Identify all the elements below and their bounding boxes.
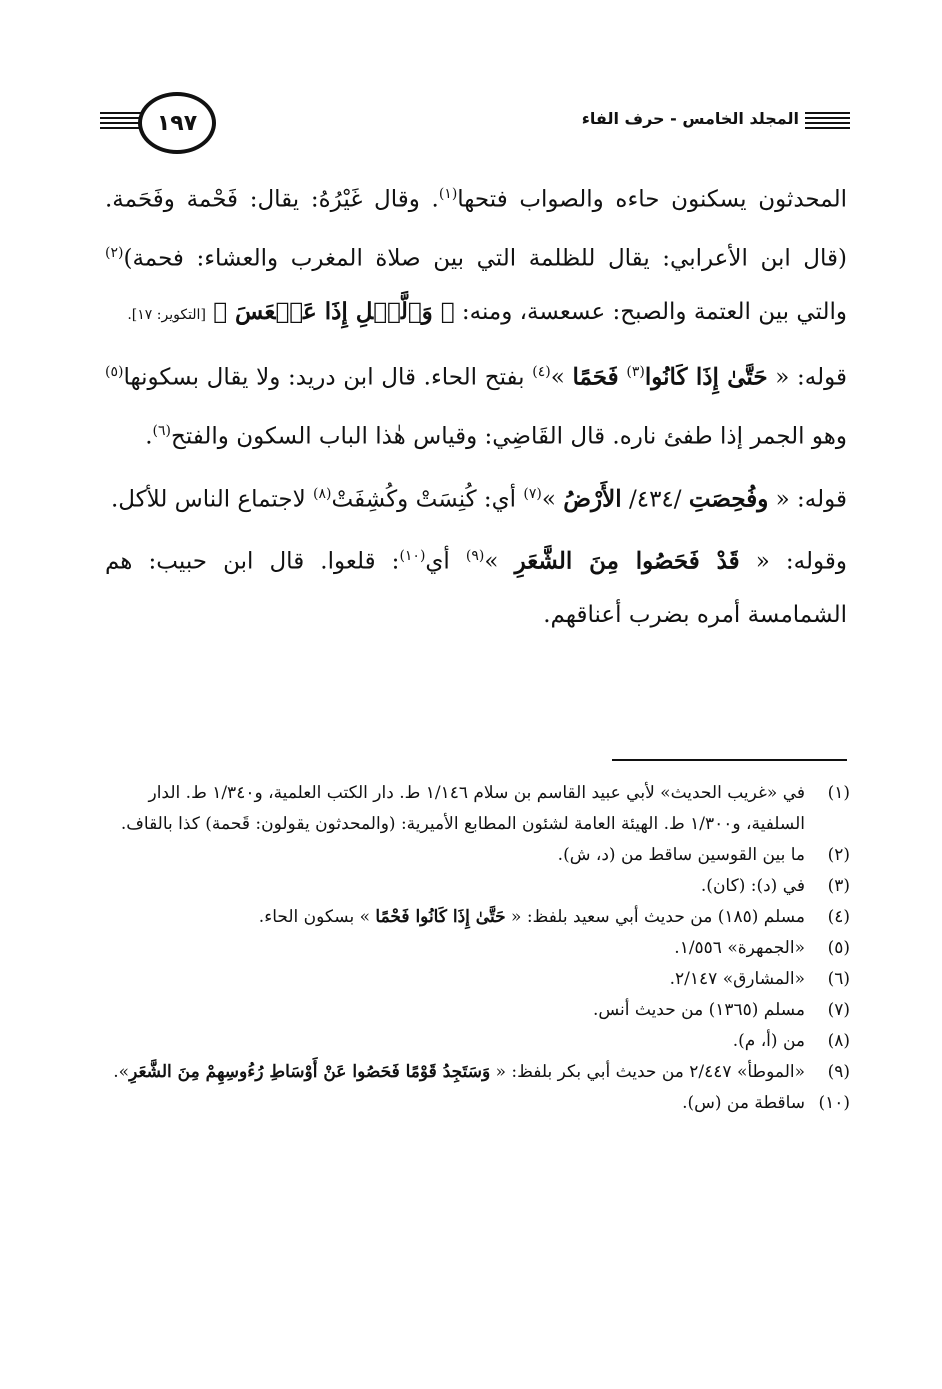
text-run: . وقال غَيْرُهُ: يقال: فَحْمة وفَحَمة. (قال ابن الأعرابي: يقال للظلمة التي بين صلاة المغرب والعشاء: فحمة) — [105, 186, 847, 272]
footnote — [105, 964, 850, 995]
footnote-ref: (٧) — [523, 485, 542, 502]
text-run: بفتح الحاء. قال ابن دريد: ولا يقال بسكونها — [123, 364, 533, 391]
text-run: «الجمهرة» ١/٥٥٦. — [674, 938, 805, 958]
footnote-ref: (٨) — [313, 485, 332, 502]
text-run: أي — [425, 548, 466, 575]
text-run: أي: كُنِسَتْ وكُشِفَتْ — [331, 486, 524, 513]
footnote-ref: (٢) — [105, 244, 124, 261]
page-number: ١٩٧ — [138, 92, 216, 154]
main-text — [105, 168, 847, 642]
quoted-verse: الأَرْضُ — [563, 485, 622, 513]
running-title: المجلد الخامس - حرف الفاء — [576, 104, 805, 134]
footnote-text — [105, 871, 805, 902]
footnote-ref: (٥) — [105, 364, 124, 381]
footnote-text — [105, 1026, 805, 1057]
footnote-text — [105, 902, 805, 933]
footnote-text — [105, 964, 805, 995]
quoted-verse: فَحَمًا — [572, 363, 619, 391]
paragraph — [105, 168, 847, 342]
quoted-verse: حَتَّىٰ إِذَا كَانُوا فَحْمًا — [375, 907, 506, 927]
text-run: ». — [113, 1062, 130, 1082]
footnote — [105, 902, 850, 933]
footnote — [105, 1057, 850, 1088]
text-run: ما بين القوسين ساقط من (د، ش). — [557, 845, 805, 865]
footnote-number: (٨) — [827, 1031, 850, 1051]
footnote-ref: (٩) — [465, 548, 485, 565]
text-run: وقوله: « — [739, 548, 847, 575]
text-run: من (أ، م). — [732, 1031, 805, 1051]
text-run: والتي بين العتمة والصبح: عسعسة، ومنه: — [454, 299, 847, 326]
text-run: » — [541, 486, 564, 513]
quoted-verse: حَتَّىٰ إِذَا كَانُوا — [644, 363, 768, 391]
text-run: لاجتماع الناس للأكل. — [110, 486, 314, 513]
footnote-number: (٦) — [827, 969, 850, 989]
footnote — [105, 871, 850, 902]
footnote-number: (٧) — [827, 1000, 850, 1020]
footnote-text — [105, 933, 805, 964]
text-run: /٤٣٤/ — [621, 486, 689, 513]
footnote-number: (١) — [827, 783, 850, 803]
text-run: قوله: « — [768, 486, 847, 513]
text-run: » — [550, 364, 573, 391]
footnote-number: (٩) — [827, 1062, 850, 1082]
footnote — [105, 995, 850, 1026]
page-header — [100, 92, 850, 152]
text-run: قوله: « — [767, 364, 848, 391]
footnote-number: (٥) — [827, 938, 850, 958]
footnote-text — [105, 778, 805, 840]
paragraph — [105, 346, 847, 463]
footnote — [105, 1088, 850, 1119]
footnote — [105, 933, 850, 964]
footnote-ref: (٤) — [532, 364, 551, 381]
quoted-verse: وفُحِصَتِ — [688, 485, 769, 513]
text-run: «المشارق» ٢/١٤٧. — [669, 969, 805, 989]
footnote-number: (١٠) — [818, 1093, 850, 1113]
footnote-number: (٣) — [827, 876, 850, 896]
footnote-number: (٢) — [827, 845, 850, 865]
text-run: «الموطأ» ٢/٤٤٧ من حديث أبي بكر بلفظ: « — [490, 1062, 805, 1082]
footnote — [105, 1026, 850, 1057]
footnote-text — [105, 1088, 805, 1119]
paragraph — [105, 468, 847, 527]
footnote-ref: (٣) — [626, 364, 645, 381]
text-run: المحدثون يسكنون حاءه والصواب فتحها — [457, 186, 847, 213]
footnote-number: (٤) — [827, 907, 850, 927]
text-run: ساقطة من (س). — [682, 1093, 805, 1113]
text-run: وهو الجمر إذا طفئ ناره. قال القَاضِي: وقياس هٰذا الباب السكون والفتح — [170, 423, 847, 450]
text-run: : قلعوا. قال ابن حبيب: هم الشمامسة أمره بضرب أعناقهم. — [105, 548, 847, 628]
quoted-verse: وَسَتَجِدُ قَوْمًا فَحَصُوا عَنْ أَوْسَاطِ رُءُوسِهِمْ مِنَ الشَّعَرِ — [129, 1062, 491, 1082]
footnote-ref: (٦) — [152, 422, 171, 439]
footnote — [105, 778, 850, 840]
citation: [التكوير: ١٧]. — [127, 307, 206, 324]
text-run: في (د): (كان). — [700, 876, 805, 896]
footnotes — [105, 778, 850, 1119]
quoted-verse: ﴿ وَٱلَّيۡلِ إِذَا عَسۡعَسَ ﴾ — [213, 298, 455, 326]
text-run: . — [145, 423, 153, 450]
footnote-text — [105, 995, 805, 1026]
footnote-divider — [612, 759, 847, 761]
text-run: في «غريب الحديث» لأبي عبيد القاسم بن سلام ١/١٤٦ ط. دار الكتب العلمية، و١/٣٤٠ ط. الدار السلفية، و١/٣٠٠ ط. الهيئة العامة لشئون المطابع الأميرية: (والمحدثون يقولون: قَحمة) كذا بالقاف. — [120, 783, 805, 834]
text-run: مسلم (١٣٦٥) من حديث أنس. — [592, 1000, 805, 1020]
footnote — [105, 840, 850, 871]
paragraph — [105, 530, 847, 642]
header-gap — [212, 104, 576, 134]
footnote-ref: (١٠) — [399, 548, 426, 565]
text-run: » بسكون الحاء. — [258, 907, 376, 927]
footnote-text — [105, 1057, 805, 1088]
text-run: مسلم (١٨٥) من حديث أبي سعيد بلفظ: « — [505, 907, 805, 927]
footnote-ref: (١) — [438, 186, 458, 202]
footnote-text — [105, 840, 805, 871]
text-run: » — [484, 548, 515, 575]
quoted-verse: قَدْ فَحَصُوا مِنَ الشَّعَرِ — [514, 547, 740, 575]
